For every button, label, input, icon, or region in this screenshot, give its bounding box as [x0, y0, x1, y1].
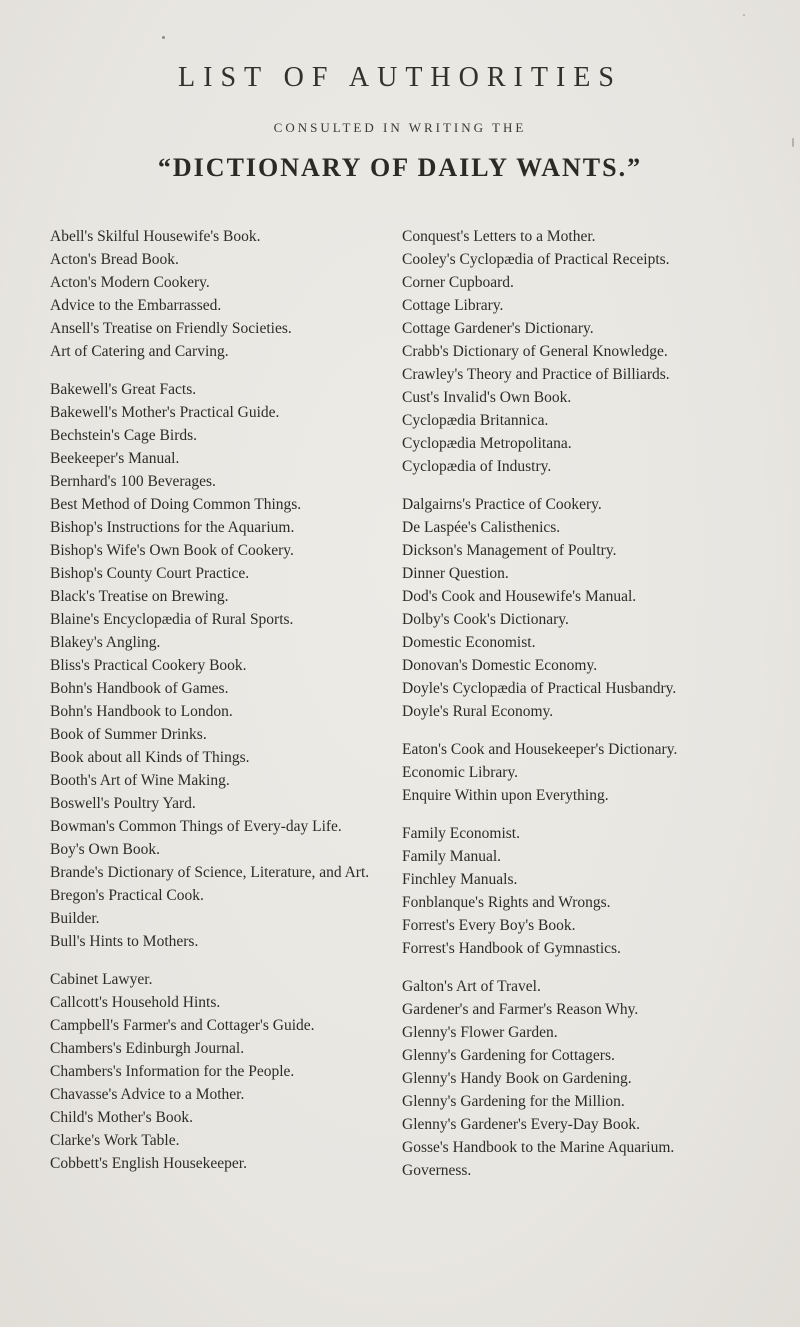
letter-group-a: [50, 225, 402, 363]
authority-entry: Bregon's Practical Cook.: [50, 887, 204, 904]
scan-speck: [792, 138, 794, 147]
authority-entry: Cyclopædia Metropolitana.: [402, 435, 572, 452]
letter-group-c: [50, 968, 402, 1175]
authority-entry: Bliss's Practical Cookery Book.: [50, 657, 247, 674]
authority-entry: Cyclopædia Britannica.: [402, 412, 549, 429]
authority-entry: Domestic Economist.: [402, 634, 536, 651]
authority-entry: Family Economist.: [402, 825, 520, 842]
authorities-column-left: [50, 225, 402, 1197]
authority-entry: Book about all Kinds of Things.: [50, 749, 250, 766]
authorities-column-right: [402, 225, 754, 1197]
authority-entry: Bull's Hints to Mothers.: [50, 933, 199, 950]
letter-group-b: [50, 378, 402, 953]
authority-entry: Boswell's Poultry Yard.: [50, 795, 196, 812]
work-title: “DICTIONARY OF DAILY WANTS.”: [157, 153, 643, 182]
authority-entry: Crawley's Theory and Practice of Billiards.: [402, 366, 670, 383]
authority-entry: Abell's Skilful Housewife's Book.: [50, 228, 261, 245]
authority-entry: Family Manual.: [402, 848, 502, 865]
authority-entry: Beekeeper's Manual.: [50, 450, 180, 467]
authority-entry: Child's Mother's Book.: [50, 1109, 193, 1126]
authority-entry: Brande's Dictionary of Science, Literature, and Art.: [50, 864, 370, 881]
authority-entry: Bakewell's Great Facts.: [50, 381, 197, 398]
authority-entry: Finchley Manuals.: [402, 871, 518, 888]
authority-entry: Conquest's Letters to a Mother.: [402, 228, 596, 245]
authority-entry: Blakey's Angling.: [50, 634, 161, 651]
authority-entry: Bishop's County Court Practice.: [50, 565, 250, 582]
authority-entry: Chambers's Edinburgh Journal.: [50, 1040, 245, 1057]
page-title: LIST OF AUTHORITIES: [178, 62, 622, 93]
letter-group-c: [402, 225, 754, 478]
page-header: [0, 0, 800, 183]
authority-entry: Campbell's Farmer's and Cottager's Guide.: [50, 1017, 315, 1034]
authority-entry: Blaine's Encyclopædia of Rural Sports.: [50, 611, 294, 628]
authority-entry: Callcott's Household Hints.: [50, 994, 221, 1011]
authority-entry: Glenny's Flower Garden.: [402, 1024, 558, 1041]
authority-entry: Forrest's Handbook of Gymnastics.: [402, 940, 621, 957]
authority-entry: Fonblanque's Rights and Wrongs.: [402, 894, 611, 911]
authority-entry: Dinner Question.: [402, 565, 509, 582]
scan-speck: [162, 36, 165, 39]
authority-entry: Cust's Invalid's Own Book.: [402, 389, 572, 406]
authority-entry: Governess.: [402, 1162, 472, 1179]
authority-entry: Bakewell's Mother's Practical Guide.: [50, 404, 280, 421]
authority-entry: Builder.: [50, 910, 100, 927]
authority-entry: Eaton's Cook and Housekeeper's Dictionary.: [402, 741, 678, 758]
authority-entry: Doyle's Cyclopædia of Practical Husbandry.: [402, 680, 677, 697]
authority-entry: Bishop's Instructions for the Aquarium.: [50, 519, 295, 536]
authority-entry: Boy's Own Book.: [50, 841, 161, 858]
authority-entry: Advice to the Embarrassed.: [50, 297, 222, 314]
authority-entry: Cottage Library.: [402, 297, 504, 314]
authority-entry: Clarke's Work Table.: [50, 1132, 180, 1149]
authority-entry: Book of Summer Drinks.: [50, 726, 207, 743]
authority-entry: Economic Library.: [402, 764, 519, 781]
authority-entry: Bowman's Common Things of Every-day Life.: [50, 818, 342, 835]
authority-entry: Gardener's and Farmer's Reason Why.: [402, 1001, 639, 1018]
authority-entry: Forrest's Every Boy's Book.: [402, 917, 576, 934]
authority-entry: Booth's Art of Wine Making.: [50, 772, 230, 789]
authority-entry: Corner Cupboard.: [402, 274, 514, 291]
authority-entry: Bernhard's 100 Beverages.: [50, 473, 216, 490]
authority-entry: Cottage Gardener's Dictionary.: [402, 320, 594, 337]
authority-entry: Glenny's Gardener's Every-Day Book.: [402, 1116, 641, 1133]
letter-group-e: [402, 738, 754, 807]
authority-entry: Cobbett's English Housekeeper.: [50, 1155, 247, 1172]
letter-group-f: [402, 822, 754, 960]
authority-entry: Chavasse's Advice to a Mother.: [50, 1086, 245, 1103]
authority-entry: Acton's Bread Book.: [50, 251, 179, 268]
authority-entry: Art of Catering and Carving.: [50, 343, 229, 360]
authority-entry: Bohn's Handbook of Games.: [50, 680, 229, 697]
authority-entry: Glenny's Gardening for the Million.: [402, 1093, 625, 1110]
authority-entry: Glenny's Gardening for Cottagers.: [402, 1047, 615, 1064]
authority-entry: Cyclopædia of Industry.: [402, 458, 552, 475]
authority-entry: Bohn's Handbook to London.: [50, 703, 233, 720]
authority-entry: Glenny's Handy Book on Gardening.: [402, 1070, 632, 1087]
authority-entry: Black's Treatise on Brewing.: [50, 588, 229, 605]
authority-entry: Acton's Modern Cookery.: [50, 274, 210, 291]
authority-entry: Chambers's Information for the People.: [50, 1063, 295, 1080]
authority-entry: Cooley's Cyclopædia of Practical Receipts.: [402, 251, 670, 268]
authority-entry: Galton's Art of Travel.: [402, 978, 541, 995]
authority-entry: Doyle's Rural Economy.: [402, 703, 554, 720]
authority-entry: Enquire Within upon Everything.: [402, 787, 609, 804]
page-subtitle: CONSULTED IN WRITING THE: [273, 120, 527, 135]
authority-entry: De Laspée's Calisthenics.: [402, 519, 561, 536]
authority-entry: Dalgairns's Practice of Cookery.: [402, 496, 602, 513]
authority-entry: Bechstein's Cage Birds.: [50, 427, 198, 444]
authority-entry: Gosse's Handbook to the Marine Aquarium.: [402, 1139, 675, 1156]
authority-entry: Donovan's Domestic Economy.: [402, 657, 598, 674]
authority-entry: Dolby's Cook's Dictionary.: [402, 611, 569, 628]
scan-speck: [743, 14, 745, 16]
authority-entry: Best Method of Doing Common Things.: [50, 496, 302, 513]
authority-entry: Dod's Cook and Housewife's Manual.: [402, 588, 637, 605]
authority-entry: Bishop's Wife's Own Book of Cookery.: [50, 542, 294, 559]
authority-entry: Dickson's Management of Poultry.: [402, 542, 617, 559]
columns: [0, 225, 800, 1197]
authority-entry: Cabinet Lawyer.: [50, 971, 153, 988]
authority-entry: Crabb's Dictionary of General Knowledge.: [402, 343, 668, 360]
letter-group-d: [402, 493, 754, 723]
letter-group-g: [402, 975, 754, 1182]
authority-entry: Ansell's Treatise on Friendly Societies.: [50, 320, 292, 337]
